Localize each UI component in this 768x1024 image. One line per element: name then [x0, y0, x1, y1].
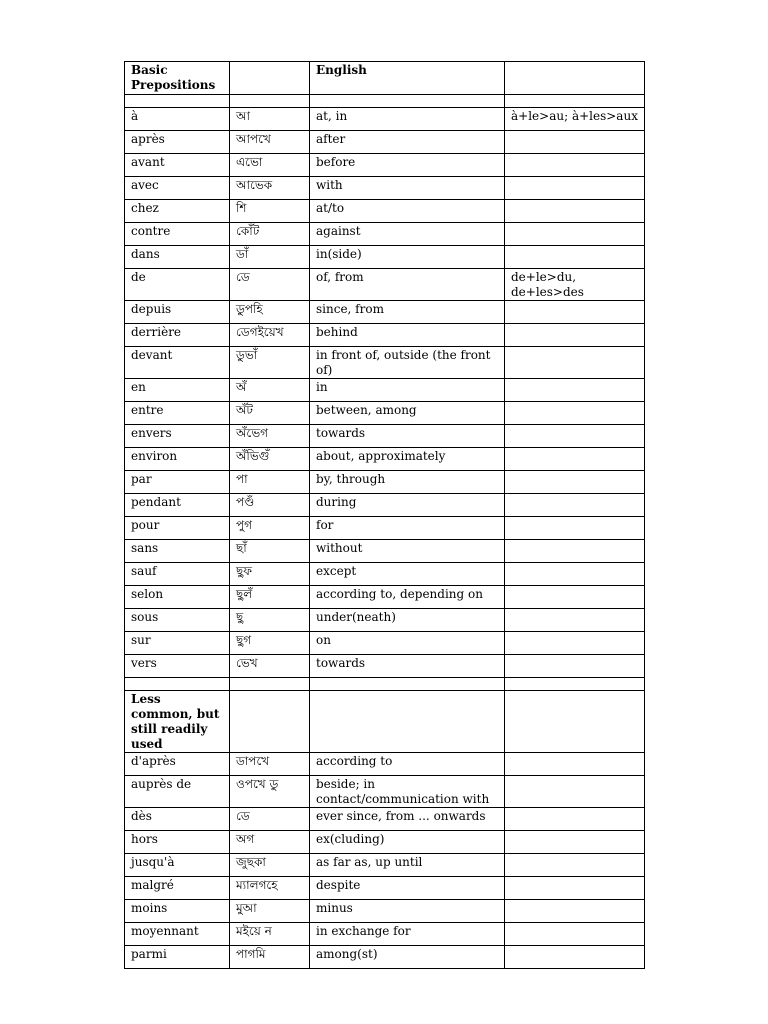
note-cell [505, 246, 645, 269]
english-meaning-cell: between, among [310, 402, 505, 425]
english-meaning-cell: against [310, 223, 505, 246]
section-header-row [125, 691, 645, 753]
table-row [125, 301, 645, 324]
bengali-pronunciation-cell: আভেক [230, 177, 310, 200]
table-row [125, 923, 645, 946]
note-cell [505, 900, 645, 923]
english-meaning-cell: according to, depending on [310, 586, 505, 609]
bengali-pronunciation-cell: শি [230, 200, 310, 223]
note-cell [505, 540, 645, 563]
note-cell [505, 609, 645, 632]
note-cell [505, 379, 645, 402]
table-row [125, 540, 645, 563]
section-header-row [125, 62, 645, 95]
english-meaning-cell: at/to [310, 200, 505, 223]
french-word-cell: devant [125, 347, 230, 379]
note-cell [505, 154, 645, 177]
english-meaning-cell: in exchange for [310, 923, 505, 946]
table-row [125, 517, 645, 540]
table-row [125, 609, 645, 632]
french-word-cell: environ [125, 448, 230, 471]
table-row [125, 632, 645, 655]
table-row [125, 324, 645, 347]
french-word-cell: jusqu'à [125, 854, 230, 877]
french-word-cell: chez [125, 200, 230, 223]
bengali-pronunciation-cell: অঁ [230, 379, 310, 402]
english-meaning-cell: by, through [310, 471, 505, 494]
english-meaning-cell: of, from [310, 269, 505, 301]
note-cell: de+le>du, de+les>des [505, 269, 645, 301]
header-bengali-pronunciation-cell [230, 62, 310, 95]
bengali-pronunciation-cell: অঁভেগ [230, 425, 310, 448]
bengali-pronunciation-cell: ডেগইয়েখ [230, 324, 310, 347]
note-cell [505, 632, 645, 655]
table-row [125, 246, 645, 269]
table-row [125, 448, 645, 471]
note-cell [505, 347, 645, 379]
note-cell [505, 324, 645, 347]
note-cell [505, 776, 645, 808]
english-meaning-cell: after [310, 131, 505, 154]
french-word-cell: malgré [125, 877, 230, 900]
french-word-cell: après [125, 131, 230, 154]
header-note-cell [505, 691, 645, 753]
note-cell [505, 563, 645, 586]
bengali-pronunciation-cell: ডুভাঁ [230, 347, 310, 379]
french-word-cell: d'après [125, 753, 230, 776]
bengali-pronunciation-cell: আপখে [230, 131, 310, 154]
empty-cell [230, 95, 310, 108]
french-word-cell: à [125, 108, 230, 131]
bengali-pronunciation-cell: ছাঁ [230, 540, 310, 563]
english-meaning-cell: ever since, from ... onwards [310, 808, 505, 831]
empty-cell [125, 678, 230, 691]
header-french-word-cell: Basic Prepositions [125, 62, 230, 95]
note-cell [505, 301, 645, 324]
note-cell [505, 517, 645, 540]
french-word-cell: moyennant [125, 923, 230, 946]
note-cell [505, 655, 645, 678]
note-cell [505, 402, 645, 425]
english-meaning-cell: beside; in contact/communication with [310, 776, 505, 808]
french-word-cell: contre [125, 223, 230, 246]
bengali-pronunciation-cell: পা [230, 471, 310, 494]
header-note-cell [505, 62, 645, 95]
english-meaning-cell: at, in [310, 108, 505, 131]
french-word-cell: auprès de [125, 776, 230, 808]
bengali-pronunciation-cell: মইয়ে ন [230, 923, 310, 946]
bengali-pronunciation-cell: ভেখ [230, 655, 310, 678]
french-word-cell: envers [125, 425, 230, 448]
note-cell [505, 586, 645, 609]
note-cell [505, 200, 645, 223]
empty-cell [310, 95, 505, 108]
bengali-pronunciation-cell: ডে [230, 808, 310, 831]
english-meaning-cell: in(side) [310, 246, 505, 269]
french-word-cell: par [125, 471, 230, 494]
header-french-word-cell: Less common, but still readily used [125, 691, 230, 753]
table-row [125, 900, 645, 923]
english-meaning-cell: minus [310, 900, 505, 923]
french-word-cell: hors [125, 831, 230, 854]
table-row [125, 877, 645, 900]
note-cell [505, 808, 645, 831]
english-meaning-cell: on [310, 632, 505, 655]
french-word-cell: pendant [125, 494, 230, 517]
table-row [125, 402, 645, 425]
french-word-cell: de [125, 269, 230, 301]
english-meaning-cell: behind [310, 324, 505, 347]
table-row [125, 425, 645, 448]
french-word-cell: pour [125, 517, 230, 540]
english-meaning-cell: since, from [310, 301, 505, 324]
bengali-pronunciation-cell: ডাপখে [230, 753, 310, 776]
table-row [125, 808, 645, 831]
table-row [125, 471, 645, 494]
bengali-pronunciation-cell: অঁট [230, 402, 310, 425]
prepositions-table [124, 61, 645, 969]
french-word-cell: moins [125, 900, 230, 923]
table-row [125, 177, 645, 200]
table-row [125, 946, 645, 969]
english-meaning-cell: among(st) [310, 946, 505, 969]
english-meaning-cell: towards [310, 425, 505, 448]
table-row [125, 131, 645, 154]
english-meaning-cell: for [310, 517, 505, 540]
note-cell [505, 131, 645, 154]
empty-cell [505, 95, 645, 108]
bengali-pronunciation-cell: কোঁট [230, 223, 310, 246]
table-row [125, 753, 645, 776]
spacer-row [125, 678, 645, 691]
note-cell [505, 877, 645, 900]
french-word-cell: selon [125, 586, 230, 609]
english-meaning-cell: in front of, outside (the front of) [310, 347, 505, 379]
english-meaning-cell: in [310, 379, 505, 402]
table-row [125, 586, 645, 609]
table-row [125, 223, 645, 246]
bengali-pronunciation-cell: এভো [230, 154, 310, 177]
empty-cell [125, 95, 230, 108]
english-meaning-cell: according to [310, 753, 505, 776]
bengali-pronunciation-cell: অঁভিগুঁ [230, 448, 310, 471]
french-word-cell: dans [125, 246, 230, 269]
note-cell [505, 471, 645, 494]
bengali-pronunciation-cell: অগ [230, 831, 310, 854]
english-meaning-cell: as far as, up until [310, 854, 505, 877]
table-row [125, 379, 645, 402]
note-cell [505, 425, 645, 448]
bengali-pronunciation-cell: ছুফ [230, 563, 310, 586]
header-english-meaning-cell: English [310, 62, 505, 95]
english-meaning-cell: towards [310, 655, 505, 678]
note-cell [505, 923, 645, 946]
note-cell [505, 448, 645, 471]
note-cell [505, 177, 645, 200]
english-meaning-cell: except [310, 563, 505, 586]
bengali-pronunciation-cell: আ [230, 108, 310, 131]
note-cell [505, 223, 645, 246]
note-cell [505, 753, 645, 776]
french-word-cell: parmi [125, 946, 230, 969]
bengali-pronunciation-cell: জুছকা [230, 854, 310, 877]
empty-cell [310, 678, 505, 691]
french-word-cell: sur [125, 632, 230, 655]
table-row [125, 154, 645, 177]
bengali-pronunciation-cell: পাগমি [230, 946, 310, 969]
bengali-pronunciation-cell: মুআ [230, 900, 310, 923]
bengali-pronunciation-cell: ছুলঁ [230, 586, 310, 609]
header-english-meaning-cell [310, 691, 505, 753]
french-word-cell: vers [125, 655, 230, 678]
french-word-cell: depuis [125, 301, 230, 324]
empty-cell [505, 678, 645, 691]
bengali-pronunciation-cell: ডাঁ [230, 246, 310, 269]
english-meaning-cell: ex(cluding) [310, 831, 505, 854]
table-row [125, 200, 645, 223]
french-word-cell: en [125, 379, 230, 402]
table-row [125, 269, 645, 301]
empty-cell [230, 678, 310, 691]
note-cell: à+le>au; à+les>aux [505, 108, 645, 131]
french-word-cell: avant [125, 154, 230, 177]
french-word-cell: dès [125, 808, 230, 831]
french-word-cell: avec [125, 177, 230, 200]
english-meaning-cell: before [310, 154, 505, 177]
note-cell [505, 854, 645, 877]
bengali-pronunciation-cell: ওপখে ডু [230, 776, 310, 808]
note-cell [505, 494, 645, 517]
table-row [125, 494, 645, 517]
note-cell [505, 946, 645, 969]
english-meaning-cell: despite [310, 877, 505, 900]
english-meaning-cell: during [310, 494, 505, 517]
french-word-cell: sauf [125, 563, 230, 586]
table-row [125, 563, 645, 586]
table-row [125, 854, 645, 877]
table-row [125, 108, 645, 131]
bengali-pronunciation-cell: ডুপহি [230, 301, 310, 324]
bengali-pronunciation-cell: ছুগ [230, 632, 310, 655]
english-meaning-cell: about, approximately [310, 448, 505, 471]
table-row [125, 347, 645, 379]
bengali-pronunciation-cell: ম্যালগহে [230, 877, 310, 900]
table-row [125, 655, 645, 678]
spacer-row [125, 95, 645, 108]
french-word-cell: derrière [125, 324, 230, 347]
table-row [125, 831, 645, 854]
english-meaning-cell: without [310, 540, 505, 563]
bengali-pronunciation-cell: পণ্ডঁ [230, 494, 310, 517]
bengali-pronunciation-cell: ছু [230, 609, 310, 632]
english-meaning-cell: under(neath) [310, 609, 505, 632]
table-row [125, 776, 645, 808]
bengali-pronunciation-cell: ডে [230, 269, 310, 301]
bengali-pronunciation-cell: পুগ [230, 517, 310, 540]
french-word-cell: sans [125, 540, 230, 563]
note-cell [505, 831, 645, 854]
header-bengali-pronunciation-cell [230, 691, 310, 753]
french-word-cell: entre [125, 402, 230, 425]
english-meaning-cell: with [310, 177, 505, 200]
french-word-cell: sous [125, 609, 230, 632]
